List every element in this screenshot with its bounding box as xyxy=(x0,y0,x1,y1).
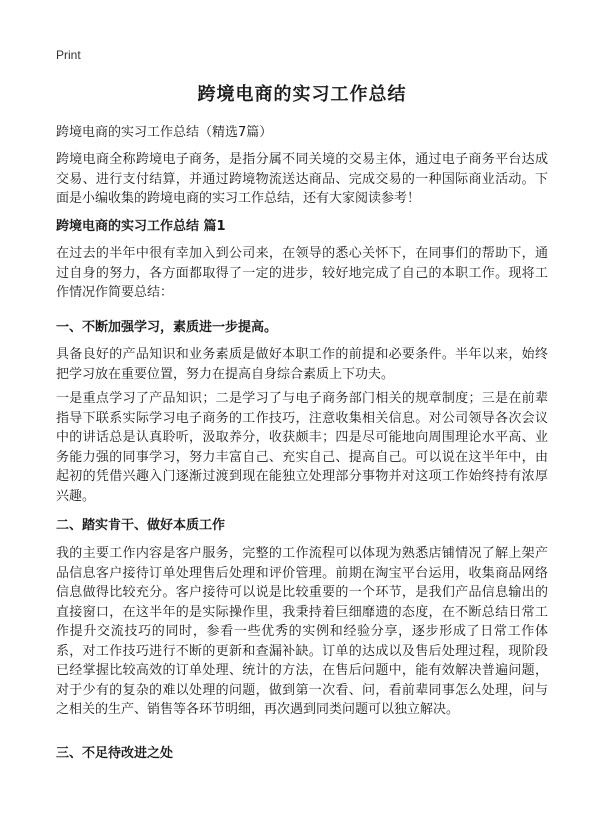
study-paragraph-1: 具备良好的产品知识和业务素质是做好本职工作的前提和必要条件。半年以来，始终把学习放在重要位置，努力在提高自身综合素质上下功夫。 xyxy=(56,347,548,382)
heading-study: 一、不断加强学习，素质进一步提高。 xyxy=(56,320,278,335)
heading-improvement: 三、不足待改进之处 xyxy=(56,746,174,761)
section-title: 跨境电商的实习工作总结 篇1 xyxy=(56,219,226,234)
intro-paragraph: 跨境电商全称跨境电子商务，是指分属不同关境的交易主体，通过电子商务平台达成交易、进行支付结算，并通过跨境物流送达商品、完成交易的一种国际商业活动。下面是小编收集的跨境电商的实习工作总结，还有大家阅读参考！ xyxy=(56,152,548,206)
work-paragraph: 我的主要工作内容是客户服务，完整的工作流程可以体现为熟悉店铺情况了解上架产品信息客户接待订单处理售后处理和评价管理。前期在淘宝平台运用，收集商品网络信息做得比较充分。客户接待可以说是比较重要的一个环节，是我们产品信息输出的直接窗口，在这半年的是实际操作里，我秉持着巨细靡遗的态度，在不断总结日常工作提升交流技巧的同时，参看一些优秀的实例和经验分享，逐步形成了日常工作体系，对工作技巧进行不断的更新和查漏补缺。订单的达成以及售后处理过程，现阶段已经掌握比较高效的订单处理、统计的方法，在售后问题中，能有效解决普遍问题，对于少有的复杂的难以处理的问题，做到第一次看、问，看前辈同事怎么处理，问与之相关的生产、销售等各环节明细，再次遇到同类问题可以独立解决。 xyxy=(56,546,548,717)
opening-paragraph: 在过去的半年中很有幸加入到公司来，在领导的悉心关怀下，在同事们的帮助下，通过自身的努力，各方面都取得了一定的进步，较好地完成了自己的本职工作。现将工作情况作简要总结： xyxy=(56,246,548,300)
document-title: 跨境电商的实习工作总结 xyxy=(197,84,407,105)
document-subtitle: 跨境电商的实习工作总结（精选7篇） xyxy=(56,125,273,140)
study-paragraph-2: 一是重点学习了产品知识；二是学习了与电子商务部门相关的规章制度；三是在前辈指导下联系实际学习电子商务的工作技巧，注意收集相关信息。对公司领导各次会议中的讲话总是认真聆听，汲取养分，收获颇丰；四是尽可能地向周围理论水平高、业务能力强的同事学习，努力丰富自己、充实自己、提高自己。可以说在这半年中，由起初的凭借兴趣入门逐渐过渡到现在能独立处理部分事物并对这项工作始终持有浓厚兴趣。 xyxy=(56,391,548,504)
heading-work: 二、踏实肯干、做好本质工作 xyxy=(56,518,226,533)
print-label[interactable]: Print xyxy=(56,48,81,62)
